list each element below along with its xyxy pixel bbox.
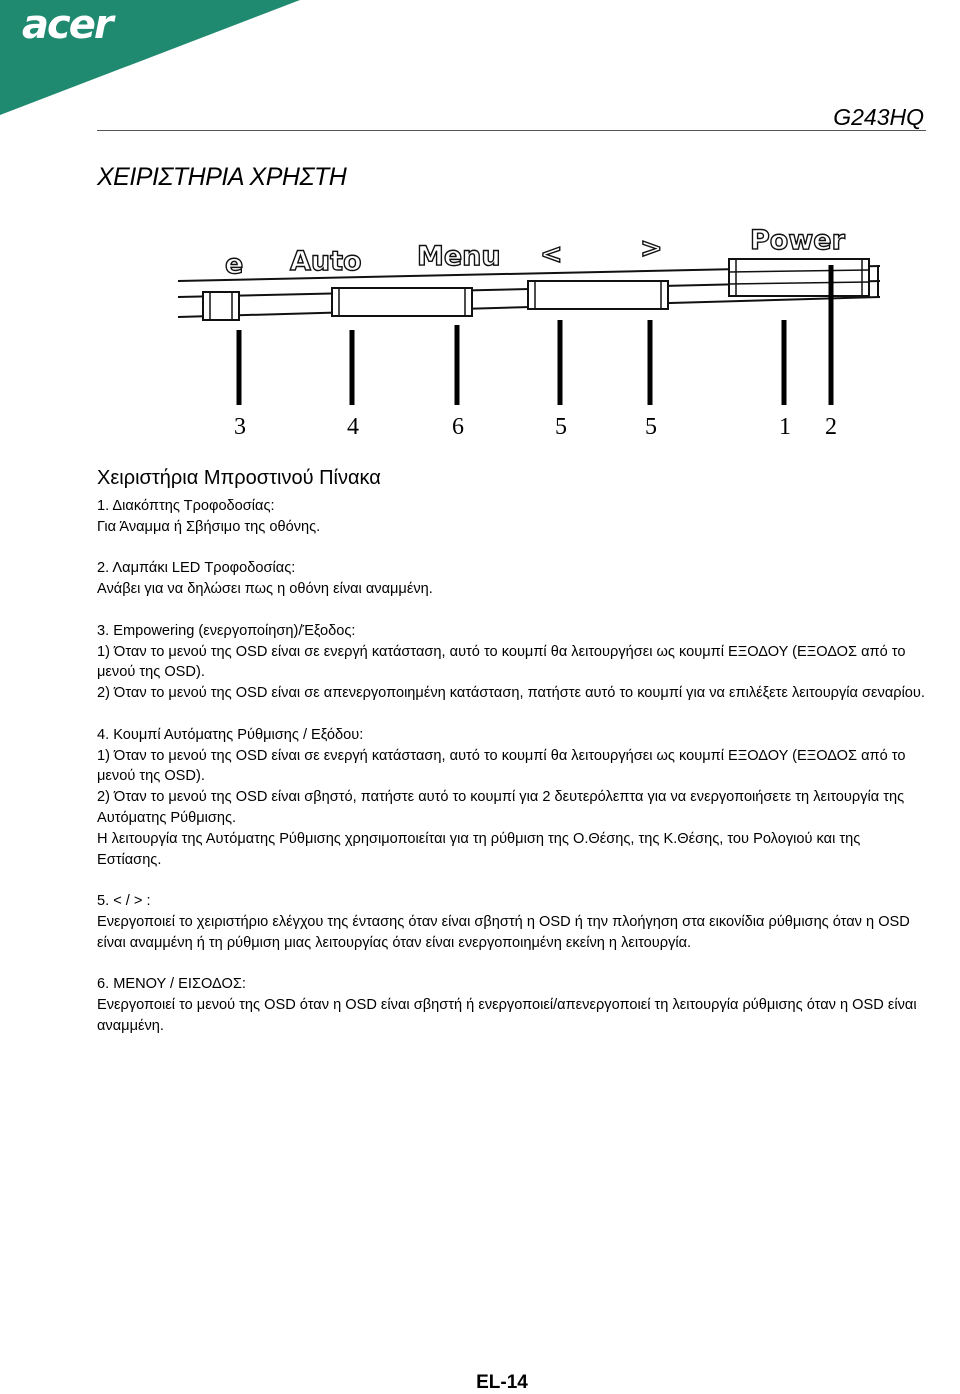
control-items [97, 496, 927, 1037]
control-item [97, 621, 927, 704]
page-number: EL-14 [476, 1372, 528, 1393]
control-item-line: Ενεργοποιεί το χειριστήριο ελέγχου της έντασης όταν είναι σβηστή η OSD ή την πλοήγηση στα εικονίδια ρύθμισης όταν η OSD είναι αναμμένη ή τη ρύθμιση μιας λειτουργίας όταν είναι ενεργοποιημένη εκείνη η λειτουργία. [97, 913, 910, 951]
page-title: ΧΕΙΡΙΣΤΗΡΙΑ ΧΡΗΣΤΗ [97, 163, 347, 191]
control-item-line: 5. < / > : [97, 893, 151, 910]
control-item [97, 725, 927, 871]
control-item-line: 6. ΜΕΝΟΥ / ΕΙΣΟΔΟΣ: [97, 976, 246, 993]
callout-number: 5 [555, 414, 567, 440]
callout-number: 3 [234, 414, 246, 440]
control-item-line: 1. Διακόπτης Τροφοδοσίας: [97, 498, 275, 514]
button-label-auto: Auto [290, 246, 362, 277]
control-item-line: 2) Όταν το μενού της OSD είναι σβηστό, πατήστε αυτό το κουμπί για 2 δευτερόλεπτα για να ενεργοποιήσετε τη λειτουργία της Αυτόματης Ρύθμισης. [97, 789, 905, 826]
control-item-line: 1) Όταν το μενού της OSD είναι σε ενεργή κατάσταση, αυτό το κουμπί θα λειτουργήσει ως κουμπί ΕΞΟΔΟΥ (ΕΞΟΔΟΣ από το μενού της OSD). [97, 643, 906, 681]
button-label-left: < [540, 239, 563, 270]
control-item-line: 1) Όταν το μενού της OSD είναι σε ενεργή κατάσταση, αυτό το κουμπί θα λειτουργήσει ως κουμπί ΕΞΟΔΟΥ (ΕΞΟΔΟΣ από το μενού της OSD). [97, 747, 906, 785]
control-item [97, 496, 927, 538]
acer-logo: acer [22, 2, 112, 48]
control-item-line: Η λειτουργία της Αυτόματης Ρύθμισης χρησιμοποιείται για τη ρύθμιση της Ο.Θέσης, της Κ.Θέσης, του Ρολογιού και της Εστίασης. [97, 830, 861, 868]
control-item-line: 2. Λαμπάκι LED Τροφοδοσίας: [97, 560, 296, 577]
controls-description [97, 465, 927, 1058]
button-power [729, 259, 869, 296]
control-item-line: 4. Κουμπί Αυτόματης Ρύθμισης / Εξόδου: [97, 726, 364, 743]
button-menu-left-right [528, 281, 668, 309]
front-panel-diagram [0, 215, 960, 455]
control-item-line: 3. Empowering (ενεργοποίηση)/Έξοδος: [97, 622, 356, 639]
callout-number: 6 [452, 414, 464, 440]
button-label-menu: Menu [417, 241, 501, 272]
button-label-right: > [640, 233, 663, 264]
button-label-power: Power [750, 225, 845, 256]
callout-number: 4 [347, 414, 359, 440]
model-name: G243HQ [833, 104, 924, 130]
control-item-line: Ανάβει για να δηλώσει πως η οθόνη είναι αναμμένη. [97, 581, 433, 598]
control-item [97, 558, 927, 600]
button-label-e: e [225, 249, 244, 280]
header-divider [97, 130, 926, 131]
button-e [203, 292, 239, 320]
control-item-line: Ενεργοποιεί το μενού της OSD όταν η OSD είναι σβηστή ή ενεργοποιεί/απενεργοποιεί τη λειτουργία ρύθμισης όταν η OSD είναι αναμμένη. [97, 997, 917, 1034]
section-heading: Χειριστήρια Μπροστινού Πίνακα [97, 467, 381, 489]
control-item [97, 891, 927, 953]
callout-number: 5 [645, 414, 657, 440]
control-item [97, 974, 927, 1036]
button-auto [332, 288, 472, 316]
control-item-line: 2) Όταν το μενού της OSD είναι σε απενεργοποιημένη κατάσταση, πατήστε αυτό το κουμπί για να επιλέξετε λειτουργία σεναρίου. [97, 685, 925, 702]
callout-number: 1 [779, 414, 791, 440]
callout-number: 2 [825, 414, 837, 440]
control-item-line: Για Άναμμα ή Σβήσιμο της οθόνης. [97, 518, 321, 535]
